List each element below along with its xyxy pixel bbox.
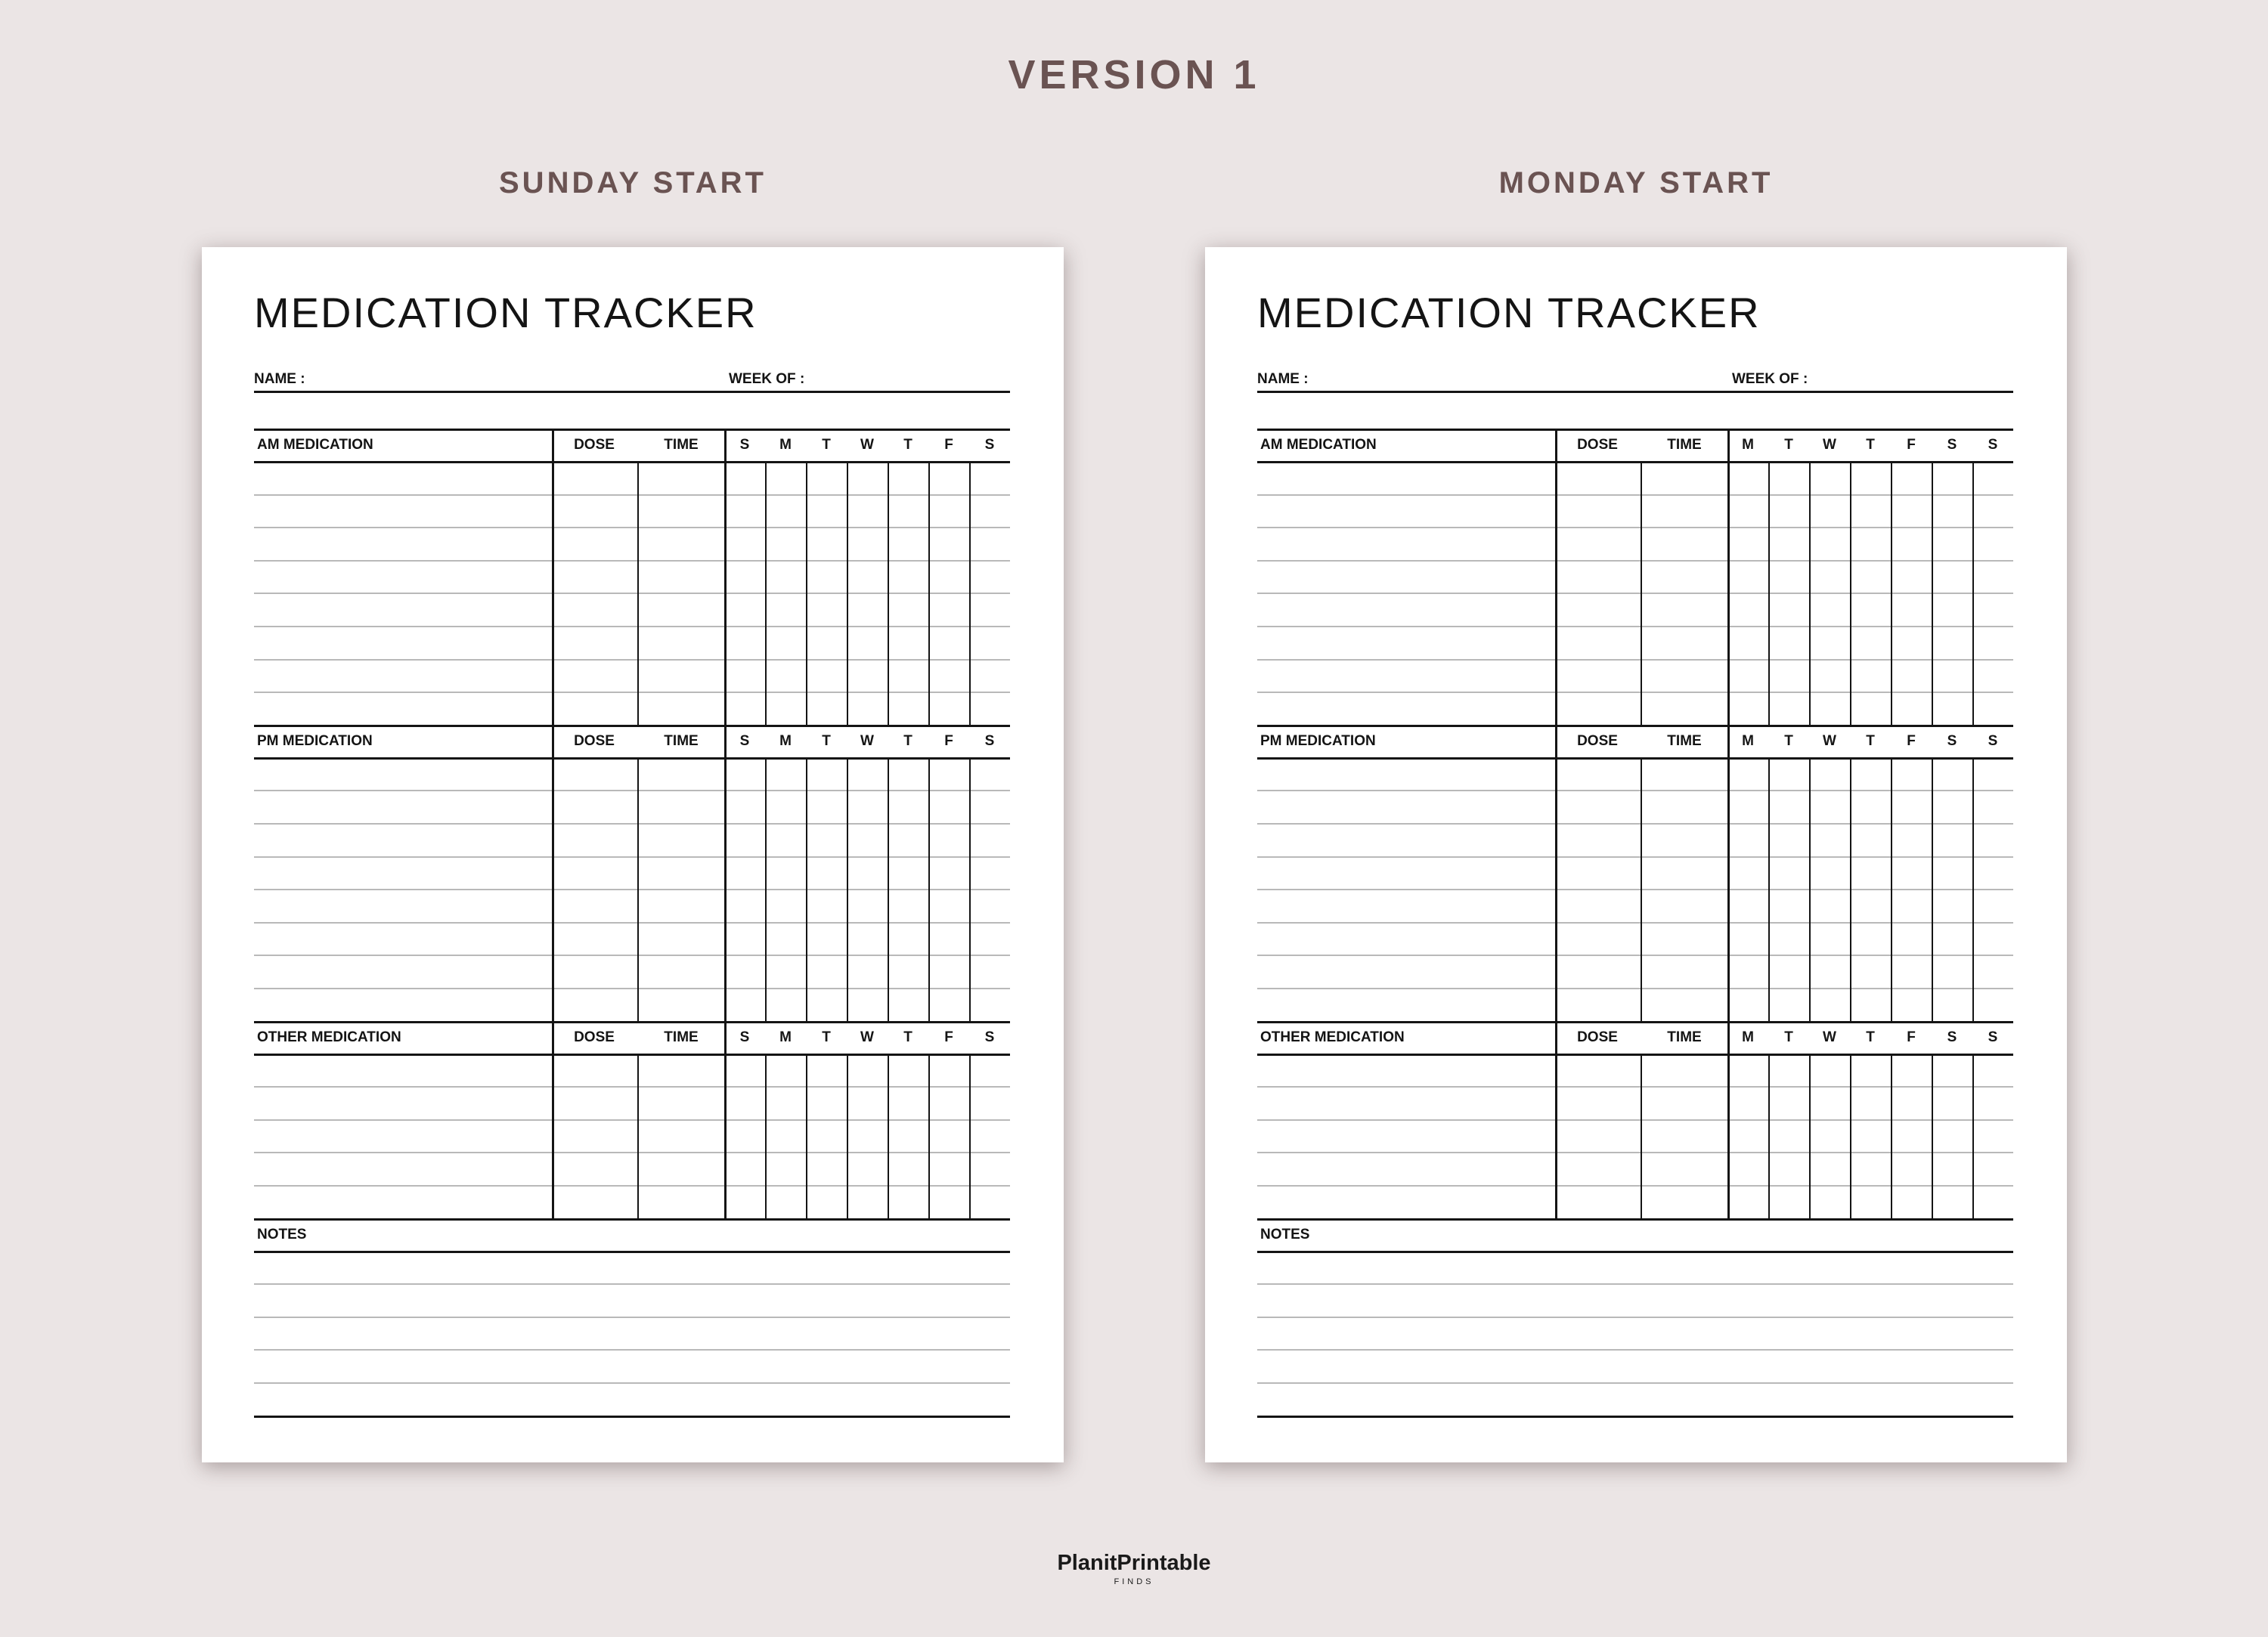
day-header: T xyxy=(822,1029,831,1045)
section-label: OTHER MEDICATION xyxy=(1260,1029,1405,1045)
day-header: T xyxy=(903,1029,912,1045)
day-header: W xyxy=(860,732,874,749)
column-divider xyxy=(1809,1054,1811,1218)
column-divider xyxy=(765,1054,767,1218)
column-divider xyxy=(928,1054,930,1218)
brand-subtitle: FINDS xyxy=(1114,1577,1154,1586)
column-divider xyxy=(928,757,930,1021)
column-divider xyxy=(1972,1054,1974,1218)
notes-top-rule xyxy=(254,1218,1010,1221)
column-divider xyxy=(637,1054,639,1218)
day-header: T xyxy=(822,732,831,749)
notes-label: NOTES xyxy=(1260,1226,1310,1242)
ruled-row-line xyxy=(254,626,1010,627)
day-header: S xyxy=(984,732,995,749)
dose-header: DOSE xyxy=(574,732,615,749)
time-header: TIME xyxy=(664,732,699,749)
column-divider xyxy=(1972,757,1974,1021)
day-header: S xyxy=(984,1029,995,1045)
column-divider xyxy=(765,461,767,725)
dose-header: DOSE xyxy=(574,1029,615,1045)
column-divider xyxy=(1641,461,1642,725)
ruled-row-line xyxy=(1257,659,2013,661)
column-divider xyxy=(806,461,807,725)
column-divider xyxy=(1727,429,1730,725)
ruled-row-line xyxy=(1257,1086,2013,1088)
section-top-rule xyxy=(254,725,1010,727)
ruled-row-line xyxy=(1257,1152,2013,1153)
column-divider xyxy=(552,429,554,725)
ruled-row-line xyxy=(254,527,1010,528)
day-header: T xyxy=(1784,1029,1793,1045)
day-header: S xyxy=(1947,1029,1957,1045)
monday-start-label: MONDAY START xyxy=(1498,166,1774,200)
column-divider xyxy=(1850,461,1851,725)
ruled-row-line xyxy=(254,922,1010,924)
column-divider xyxy=(765,757,767,1021)
ruled-row-line xyxy=(1257,856,2013,858)
column-divider xyxy=(1850,757,1851,1021)
column-divider xyxy=(928,461,930,725)
day-header: F xyxy=(1907,1029,1916,1045)
section-header-rule xyxy=(254,757,1010,760)
day-header: T xyxy=(903,437,912,453)
column-divider xyxy=(1932,461,1933,725)
section-label: AM MEDICATION xyxy=(1260,437,1377,453)
notes-line xyxy=(254,1317,1010,1318)
day-header: F xyxy=(944,437,953,453)
day-header: W xyxy=(860,1029,874,1045)
sunday-start-label: SUNDAY START xyxy=(499,166,767,200)
notes-header-rule xyxy=(1257,1251,2013,1253)
column-divider xyxy=(1768,757,1770,1021)
ruled-row-line xyxy=(1257,626,2013,627)
notes-top-rule xyxy=(1257,1218,2013,1221)
column-divider xyxy=(888,461,889,725)
section-label: AM MEDICATION xyxy=(257,437,373,453)
ruled-row-line xyxy=(1257,1185,2013,1187)
column-divider xyxy=(969,461,971,725)
notes-bottom-rule xyxy=(1257,1416,2013,1418)
column-divider xyxy=(847,757,848,1021)
column-divider xyxy=(1727,725,1730,1021)
time-header: TIME xyxy=(1667,1029,1702,1045)
ruled-row-line xyxy=(254,692,1010,693)
ruled-row-line xyxy=(254,889,1010,890)
column-divider xyxy=(1727,1021,1730,1218)
day-header: S xyxy=(1988,732,1998,749)
day-header: T xyxy=(1866,1029,1875,1045)
ruled-row-line xyxy=(1257,922,2013,924)
week-of-field-label: WEEK OF : xyxy=(1732,371,1808,387)
section-label: OTHER MEDICATION xyxy=(257,1029,401,1045)
ruled-row-line xyxy=(1257,560,2013,562)
column-divider xyxy=(1809,461,1811,725)
column-divider xyxy=(1972,461,1974,725)
column-divider xyxy=(1891,1054,1892,1218)
day-header: W xyxy=(1823,437,1836,453)
section-header-rule xyxy=(1257,757,2013,760)
tracker-sheet-sunday xyxy=(202,247,1064,1462)
column-divider xyxy=(724,429,727,725)
column-divider xyxy=(1768,1054,1770,1218)
day-header: T xyxy=(1784,437,1793,453)
day-header: M xyxy=(1742,1029,1754,1045)
ruled-row-line xyxy=(254,1152,1010,1153)
ruled-row-line xyxy=(1257,692,2013,693)
day-header: S xyxy=(1988,1029,1998,1045)
column-divider xyxy=(1932,757,1933,1021)
day-header: T xyxy=(1784,732,1793,749)
day-header: M xyxy=(1742,437,1754,453)
column-divider xyxy=(724,1021,727,1218)
column-divider xyxy=(969,1054,971,1218)
ruled-row-line xyxy=(1257,527,2013,528)
column-divider xyxy=(552,1021,554,1218)
notes-line xyxy=(254,1283,1010,1285)
ruled-row-line xyxy=(254,1086,1010,1088)
notes-line xyxy=(1257,1317,2013,1318)
notes-line xyxy=(254,1382,1010,1384)
ruled-row-line xyxy=(254,790,1010,791)
day-header: F xyxy=(1907,437,1916,453)
day-header: F xyxy=(944,732,953,749)
notes-line xyxy=(1257,1283,2013,1285)
column-divider xyxy=(969,757,971,1021)
day-header: M xyxy=(779,732,792,749)
section-top-rule xyxy=(1257,429,2013,431)
dose-header: DOSE xyxy=(574,437,615,453)
column-divider xyxy=(847,461,848,725)
notes-line xyxy=(1257,1349,2013,1351)
week-of-field-label: WEEK OF : xyxy=(729,371,805,387)
column-divider xyxy=(637,461,639,725)
day-header: W xyxy=(1823,1029,1836,1045)
section-top-rule xyxy=(254,1021,1010,1023)
ruled-row-line xyxy=(254,593,1010,594)
time-header: TIME xyxy=(664,1029,699,1045)
section-header-rule xyxy=(254,461,1010,463)
dose-header: DOSE xyxy=(1577,1029,1618,1045)
day-header: S xyxy=(739,437,750,453)
column-divider xyxy=(806,757,807,1021)
column-divider xyxy=(1932,1054,1933,1218)
ruled-row-line xyxy=(254,560,1010,562)
ruled-row-line xyxy=(254,955,1010,956)
ruled-row-line xyxy=(1257,593,2013,594)
sheet-title: MEDICATION TRACKER xyxy=(1257,289,1761,336)
column-divider xyxy=(1555,725,1557,1021)
column-divider xyxy=(1891,461,1892,725)
column-divider xyxy=(1891,757,1892,1021)
section-top-rule xyxy=(1257,1021,2013,1023)
dose-header: DOSE xyxy=(1577,732,1618,749)
day-header: M xyxy=(779,1029,792,1045)
column-divider xyxy=(1641,1054,1642,1218)
tracker-grid xyxy=(1257,429,2013,1416)
ruled-row-line xyxy=(254,823,1010,825)
day-header: M xyxy=(779,437,792,453)
time-header: TIME xyxy=(1667,732,1702,749)
day-header: S xyxy=(984,437,995,453)
day-header: W xyxy=(860,437,874,453)
day-header: S xyxy=(739,732,750,749)
ruled-row-line xyxy=(1257,1119,2013,1121)
day-header: M xyxy=(1742,732,1754,749)
notes-bottom-rule xyxy=(254,1416,1010,1418)
column-divider xyxy=(806,1054,807,1218)
section-top-rule xyxy=(1257,725,2013,727)
notes-header-rule xyxy=(254,1251,1010,1253)
day-header: T xyxy=(1866,732,1875,749)
section-header-rule xyxy=(1257,1054,2013,1056)
column-divider xyxy=(1641,757,1642,1021)
day-header: T xyxy=(822,437,831,453)
column-divider xyxy=(888,1054,889,1218)
version-title: VERSION 1 xyxy=(1008,52,1260,97)
ruled-row-line xyxy=(254,988,1010,989)
sheet-title: MEDICATION TRACKER xyxy=(254,289,758,336)
dose-header: DOSE xyxy=(1577,437,1618,453)
day-header: S xyxy=(1947,437,1957,453)
time-header: TIME xyxy=(664,437,699,453)
ruled-row-line xyxy=(1257,955,2013,956)
brand-logo xyxy=(0,1551,2268,1586)
column-divider xyxy=(847,1054,848,1218)
section-header-rule xyxy=(1257,461,2013,463)
brand-name: PlanitPrintable xyxy=(1057,1551,1211,1575)
column-divider xyxy=(1809,757,1811,1021)
ruled-row-line xyxy=(1257,823,2013,825)
ruled-row-line xyxy=(254,1119,1010,1121)
day-header: T xyxy=(1866,437,1875,453)
name-week-line xyxy=(254,391,1010,393)
name-field-label: NAME : xyxy=(254,371,305,387)
section-header-rule xyxy=(254,1054,1010,1056)
column-divider xyxy=(1850,1054,1851,1218)
tracker-sheet-monday xyxy=(1205,247,2067,1462)
ruled-row-line xyxy=(254,1185,1010,1187)
name-field-label: NAME : xyxy=(1257,371,1309,387)
section-top-rule xyxy=(254,429,1010,431)
day-header: S xyxy=(739,1029,750,1045)
ruled-row-line xyxy=(1257,494,2013,496)
ruled-row-line xyxy=(1257,988,2013,989)
column-divider xyxy=(552,725,554,1021)
time-header: TIME xyxy=(1667,437,1702,453)
day-header: S xyxy=(1988,437,1998,453)
ruled-row-line xyxy=(1257,889,2013,890)
notes-label: NOTES xyxy=(257,1226,307,1242)
ruled-row-line xyxy=(254,856,1010,858)
column-divider xyxy=(637,757,639,1021)
notes-line xyxy=(1257,1382,2013,1384)
day-header: F xyxy=(1907,732,1916,749)
ruled-row-line xyxy=(254,494,1010,496)
notes-line xyxy=(254,1349,1010,1351)
day-header: S xyxy=(1947,732,1957,749)
column-divider xyxy=(1555,429,1557,725)
day-header: F xyxy=(944,1029,953,1045)
day-header: W xyxy=(1823,732,1836,749)
column-divider xyxy=(724,725,727,1021)
section-label: PM MEDICATION xyxy=(257,732,373,749)
tracker-grid xyxy=(254,429,1010,1416)
column-divider xyxy=(1555,1021,1557,1218)
name-week-line xyxy=(1257,391,2013,393)
day-header: T xyxy=(903,732,912,749)
ruled-row-line xyxy=(1257,790,2013,791)
section-label: PM MEDICATION xyxy=(1260,732,1376,749)
column-divider xyxy=(1768,461,1770,725)
column-divider xyxy=(888,757,889,1021)
ruled-row-line xyxy=(254,659,1010,661)
